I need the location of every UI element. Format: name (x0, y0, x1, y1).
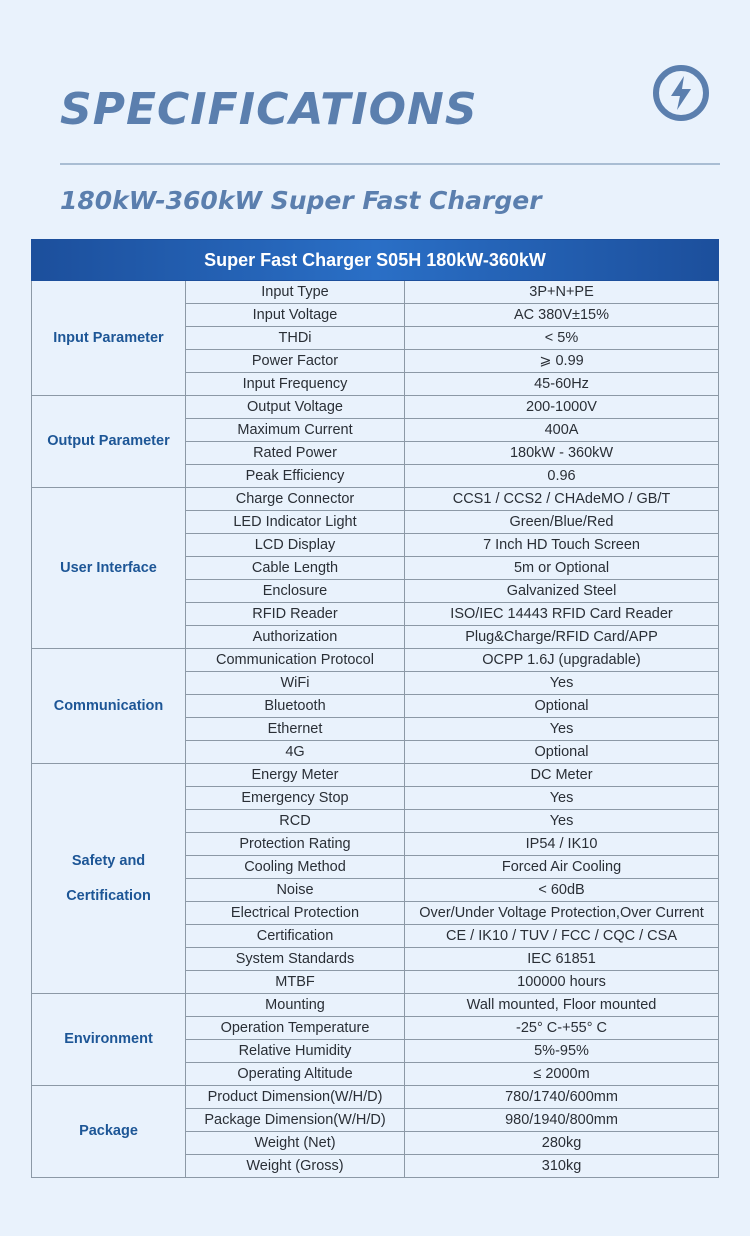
param-name: Output Voltage (186, 396, 405, 419)
param-name: Ethernet (186, 718, 405, 741)
param-value: ⩾ 0.99 (405, 350, 719, 373)
param-name: Emergency Stop (186, 787, 405, 810)
param-value: Plug&Charge/RFID Card/APP (405, 626, 719, 649)
param-name: Package Dimension(W/H/D) (186, 1109, 405, 1132)
param-name: Input Type (186, 281, 405, 304)
param-value: < 60dB (405, 879, 719, 902)
param-name: Certification (186, 925, 405, 948)
param-value: CCS1 / CCS2 / CHAdeMO / GB/T (405, 488, 719, 511)
param-value: CE / IK10 / TUV / FCC / CQC / CSA (405, 925, 719, 948)
param-name: Rated Power (186, 442, 405, 465)
param-value: Yes (405, 810, 719, 833)
table-row (32, 281, 719, 304)
param-name: Operating Altitude (186, 1063, 405, 1086)
param-value: 5%-95% (405, 1040, 719, 1063)
param-name: THDi (186, 327, 405, 350)
group-label: Safety and Certification (32, 764, 186, 994)
param-name: System Standards (186, 948, 405, 971)
param-value: AC 380V±15% (405, 304, 719, 327)
param-name: Weight (Net) (186, 1132, 405, 1155)
param-value: 3P+N+PE (405, 281, 719, 304)
param-name: Weight (Gross) (186, 1155, 405, 1178)
param-value: 180kW - 360kW (405, 442, 719, 465)
param-value: 0.96 (405, 465, 719, 488)
param-value: 280kg (405, 1132, 719, 1155)
param-name: LCD Display (186, 534, 405, 557)
page-subtitle: 180kW-360kW Super Fast Charger (60, 186, 542, 215)
param-name: WiFi (186, 672, 405, 695)
param-name: Input Frequency (186, 373, 405, 396)
param-name: Protection Rating (186, 833, 405, 856)
param-name: Noise (186, 879, 405, 902)
param-value: 100000 hours (405, 971, 719, 994)
param-name: Enclosure (186, 580, 405, 603)
param-value: DC Meter (405, 764, 719, 787)
param-value: IEC 61851 (405, 948, 719, 971)
param-name: Peak Efficiency (186, 465, 405, 488)
param-value: IP54 / IK10 (405, 833, 719, 856)
param-value: 7 Inch HD Touch Screen (405, 534, 719, 557)
param-name: Product Dimension(W/H/D) (186, 1086, 405, 1109)
param-value: Optional (405, 695, 719, 718)
param-value: Yes (405, 672, 719, 695)
lightning-bolt-icon (652, 64, 710, 122)
group-label: Environment (32, 994, 186, 1086)
param-value: 200-1000V (405, 396, 719, 419)
param-value: 310kg (405, 1155, 719, 1178)
page-title: SPECIFICATIONS (60, 84, 478, 135)
param-name: Charge Connector (186, 488, 405, 511)
param-value: Forced Air Cooling (405, 856, 719, 879)
param-name: Energy Meter (186, 764, 405, 787)
param-value: 5m or Optional (405, 557, 719, 580)
group-label: Input Parameter (32, 281, 186, 396)
param-name: Mounting (186, 994, 405, 1017)
spec-table-header: Super Fast Charger S05H 180kW-360kW (32, 240, 719, 281)
group-label: Communication (32, 649, 186, 764)
param-value: Yes (405, 718, 719, 741)
param-name: RCD (186, 810, 405, 833)
param-value: OCPP 1.6J (upgradable) (405, 649, 719, 672)
param-name: MTBF (186, 971, 405, 994)
table-row (32, 649, 719, 672)
param-value: 780/1740/600mm (405, 1086, 719, 1109)
param-value: -25° C-+55° C (405, 1017, 719, 1040)
param-name: Power Factor (186, 350, 405, 373)
param-value: 45-60Hz (405, 373, 719, 396)
param-value: Optional (405, 741, 719, 764)
param-name: 4G (186, 741, 405, 764)
param-name: Relative Humidity (186, 1040, 405, 1063)
param-value: Wall mounted, Floor mounted (405, 994, 719, 1017)
table-row (32, 764, 719, 787)
table-row (32, 1086, 719, 1109)
param-name: Communication Protocol (186, 649, 405, 672)
param-value: < 5% (405, 327, 719, 350)
param-name: LED Indicator Light (186, 511, 405, 534)
table-row (32, 488, 719, 511)
param-value: Over/Under Voltage Protection,Over Current (405, 902, 719, 925)
table-row (32, 396, 719, 419)
group-label: Package (32, 1086, 186, 1178)
title-divider (60, 163, 720, 165)
param-value: Galvanized Steel (405, 580, 719, 603)
param-value: 400A (405, 419, 719, 442)
group-label: Output Parameter (32, 396, 186, 488)
group-label: User Interface (32, 488, 186, 649)
param-name: Authorization (186, 626, 405, 649)
param-name: Input Voltage (186, 304, 405, 327)
param-name: Cable Length (186, 557, 405, 580)
param-value: ISO/IEC 14443 RFID Card Reader (405, 603, 719, 626)
table-row (32, 994, 719, 1017)
param-name: Cooling Method (186, 856, 405, 879)
param-name: Bluetooth (186, 695, 405, 718)
param-name: Operation Temperature (186, 1017, 405, 1040)
spec-table (31, 239, 719, 1178)
param-value: ≤ 2000m (405, 1063, 719, 1086)
spec-table-body (32, 281, 719, 1178)
param-name: RFID Reader (186, 603, 405, 626)
param-name: Maximum Current (186, 419, 405, 442)
param-name: Electrical Protection (186, 902, 405, 925)
param-value: 980/1940/800mm (405, 1109, 719, 1132)
param-value: Green/Blue/Red (405, 511, 719, 534)
param-value: Yes (405, 787, 719, 810)
